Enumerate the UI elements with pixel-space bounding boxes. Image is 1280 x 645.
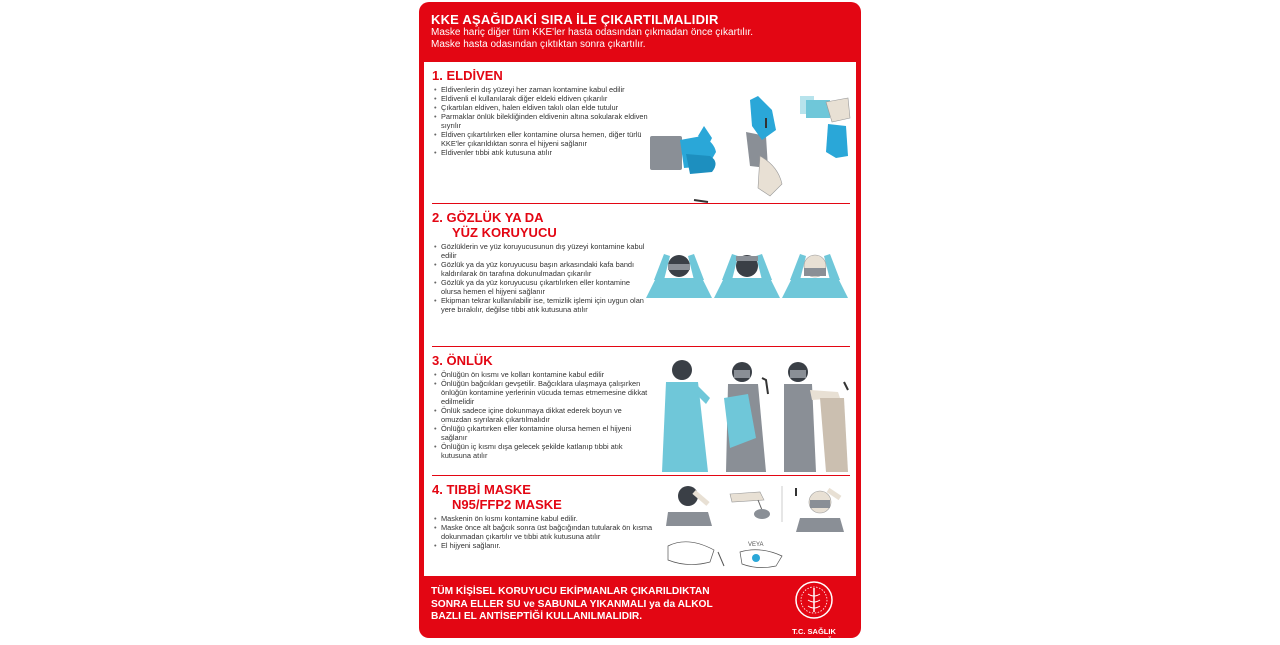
section-list (432, 514, 658, 550)
header-line-1: Maske hariç diğer tüm KKE'ler hasta odasından çıkmadan önce çıkartılır. (431, 27, 754, 38)
list-item: • Önlüğün iç kısmı dışa gelecek şekilde katlanıp tıbbi atık kutusuna atılır (432, 442, 654, 460)
section-list (432, 370, 654, 460)
ppe-removal-poster (419, 2, 861, 645)
mask-removal-illustration (664, 482, 852, 576)
list-item: • Parmaklar önlük bilekliğinden eldivenin altına sokularak eldiven sıyrılır (432, 112, 650, 130)
list-item: • Maskenin ön kısmı kontamine kabul edilir. (432, 514, 658, 523)
ministry-logo (774, 580, 854, 645)
poster-title: KKE AŞAĞIDAKİ SIRA İLE ÇIKARTILMALIDIR (431, 12, 719, 27)
section-divider (432, 475, 850, 476)
instructions-panel (424, 62, 856, 576)
list-item: • Eldiven çıkartılırken eller kontamine olursa hemen, diğer türlü KKE'ler çıkarıldıktan sonra el hijyeni sağlanır (432, 130, 650, 148)
list-item: • Gözlük ya da yüz koruyucusu çıkartılırken eller kontamine olursa hemen el hijyeni sağlanır (432, 278, 650, 296)
section-goggles (432, 210, 650, 314)
section-divider (432, 203, 850, 204)
footer-line-3: BAZLI EL ANTİSEPTİĞİ KULLANILMALIDIR. (431, 611, 643, 622)
list-item: • Maske önce alt bağcık sonra üst bağcığından tutularak ön kısma dokunmadan çıkartılır ve tıbbi atık kutusuna atılır (432, 523, 658, 541)
ministry-emblem-icon (794, 580, 834, 620)
footer-line-2: SONRA ELLER SU ve SABUNLA YIKANMALI ya da ALKOL (431, 598, 713, 610)
list-item: • Gözlüklerin ve yüz koruyucusunun dış yüzeyi kontamine kabul edilir (432, 242, 650, 260)
section-title: 1. ELDİVEN (432, 68, 503, 83)
section-divider (432, 346, 850, 347)
ministry-caption: T.C. SAĞLIK BAKANLIĞI (792, 627, 836, 645)
section-title: 4. TIBBİ MASKE (432, 482, 531, 497)
footer-line-1: TÜM KİŞİSEL KORUYUCU EKİPMANLAR ÇIKARILDIKTAN (431, 586, 710, 597)
section-mask (432, 482, 658, 550)
list-item: • Gözlük ya da yüz koruyucusu başın arkasındaki kafa bandı kaldırılarak ön tarafına dokunulmadan çıkarılır (432, 260, 650, 278)
veya-label: VEYA (748, 542, 764, 548)
section-title: 2. GÖZLÜK YA DA (432, 210, 544, 225)
list-item: • Eldivenlerin dış yüzeyi her zaman kontamine kabul edilir (432, 85, 650, 94)
section-subtitle: N95/FFP2 MASKE (452, 497, 562, 512)
section-subtitle: YÜZ KORUYUCU (452, 225, 557, 240)
section-list (432, 242, 650, 314)
footer-warning (431, 586, 761, 624)
list-item: • Çıkartılan eldiven, halen eldiven takılı olan elde tutulur (432, 103, 650, 112)
list-item: • Eldivenler tıbbi atık kutusuna atılır (432, 148, 650, 157)
goggle-removal-illustration (644, 248, 850, 298)
list-item: • Ekipman tekrar kullanılabilir ise, temizlik işlemi için uygun olan yere bırakılır, değilse tıbbi atık kutusuna atılır (432, 296, 650, 314)
poster-header (431, 12, 851, 51)
section-list (432, 85, 650, 157)
glove-removal-illustration (650, 96, 850, 196)
section-gloves (432, 68, 650, 157)
list-item: • Önlüğü çıkartırken eller kontamine olursa hemen el hijyeni sağlanır (432, 424, 654, 442)
list-item: • Önlük sadece içine dokunmaya dikkat ederek boyun ve omuzdan sıyrılarak çıkartılmalıdır (432, 406, 654, 424)
section-gown (432, 353, 654, 460)
list-item: • Eldivenli el kullanılarak diğer eldeki eldiven çıkarılır (432, 94, 650, 103)
list-item: • El hijyeni sağlanır. (432, 541, 658, 550)
header-line-2: Maske hasta odasından çıktıktan sonra çıkartılır. (431, 39, 646, 50)
gown-removal-illustration (660, 358, 850, 472)
list-item: • Önlüğün ön kısmı ve kolları kontamine kabul edilir (432, 370, 654, 379)
section-title: 3. ÖNLÜK (432, 353, 493, 368)
list-item: • Önlüğün bağcıkları gevşetilir. Bağcıklara ulaşmaya çalışırken önlüğün kontamine yerlerinin vücuda temas etmemesine dikkat edilmelidir (432, 379, 654, 406)
